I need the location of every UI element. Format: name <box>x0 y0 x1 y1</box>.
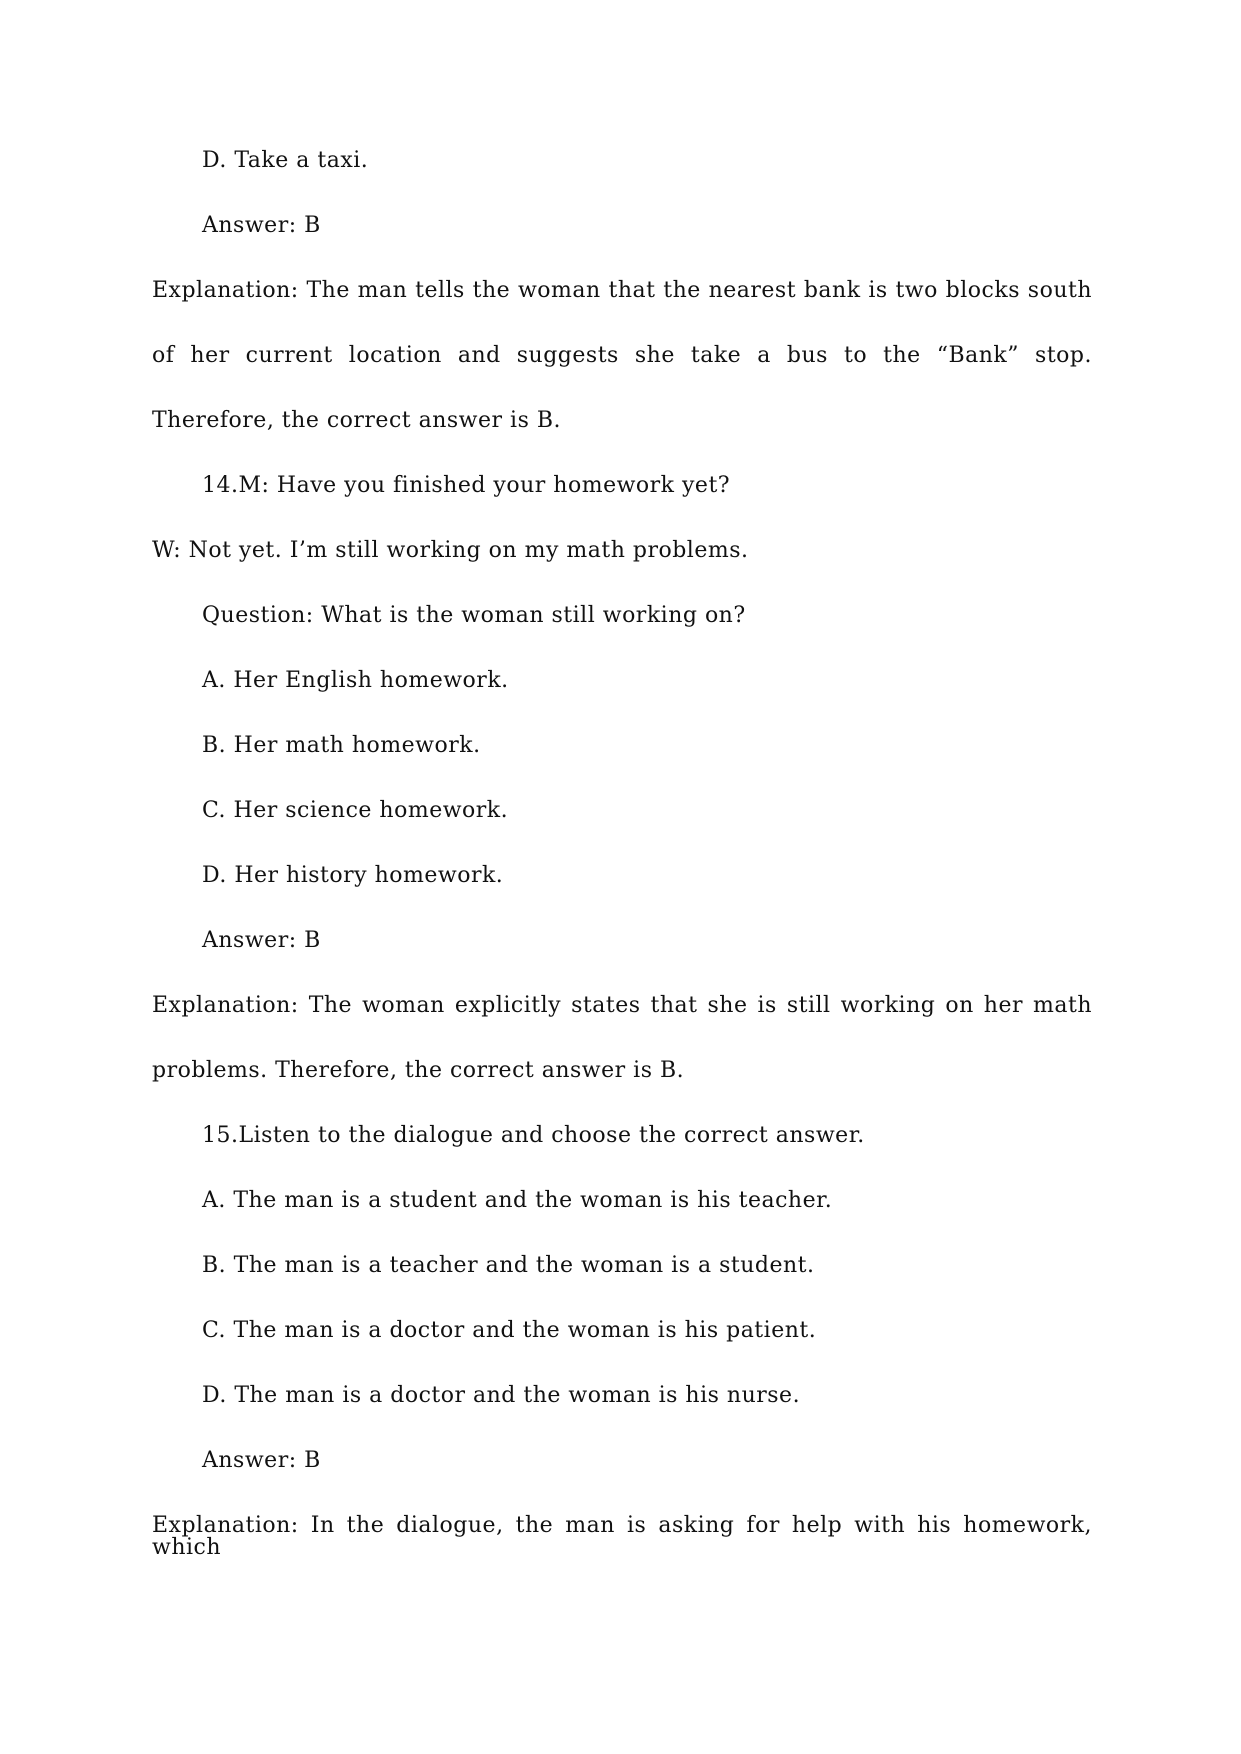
explanation-line: of her current location and suggests she take a bus to the “Bank” stop. <box>152 343 1092 368</box>
question-15-prompt: 15.Listen to the dialogue and choose the correct answer. <box>202 1123 865 1148</box>
option-c-line: C. Her science homework. <box>202 798 509 823</box>
option-d-line: D. The man is a doctor and the woman is his nurse. <box>202 1383 801 1408</box>
document-body <box>152 150 1092 1580</box>
explanation-line: Explanation: The man tells the woman that the nearest bank is two blocks south <box>152 278 1092 303</box>
option-a-line: A. Her English homework. <box>202 668 509 693</box>
option-c-line: C. The man is a doctor and the woman is his patient. <box>202 1318 817 1343</box>
explanation-line: Explanation: In the dialogue, the man is asking for help with his homework, which <box>152 1513 1092 1560</box>
question-14-prompt: Question: What is the woman still working on? <box>202 603 746 628</box>
question-14-dialogue-woman: W: Not yet. I’m still working on my math problems. <box>152 538 749 563</box>
answer-line: Answer: B <box>202 928 321 953</box>
answer-line: Answer: B <box>202 1448 321 1473</box>
option-d-line: D. Take a taxi. <box>202 148 369 173</box>
question-14-dialogue-man: 14.M: Have you finished your homework yet? <box>202 473 731 498</box>
option-b-line: B. Her math homework. <box>202 733 481 758</box>
answer-line: Answer: B <box>202 213 321 238</box>
explanation-line: problems. Therefore, the correct answer is B. <box>152 1058 685 1083</box>
option-b-line: B. The man is a teacher and the woman is a student. <box>202 1253 815 1278</box>
option-d-line: D. Her history homework. <box>202 863 504 888</box>
option-a-line: A. The man is a student and the woman is his teacher. <box>202 1188 833 1213</box>
explanation-line: Explanation: The woman explicitly states that she is still working on her math <box>152 993 1092 1018</box>
explanation-line: Therefore, the correct answer is B. <box>152 408 562 433</box>
